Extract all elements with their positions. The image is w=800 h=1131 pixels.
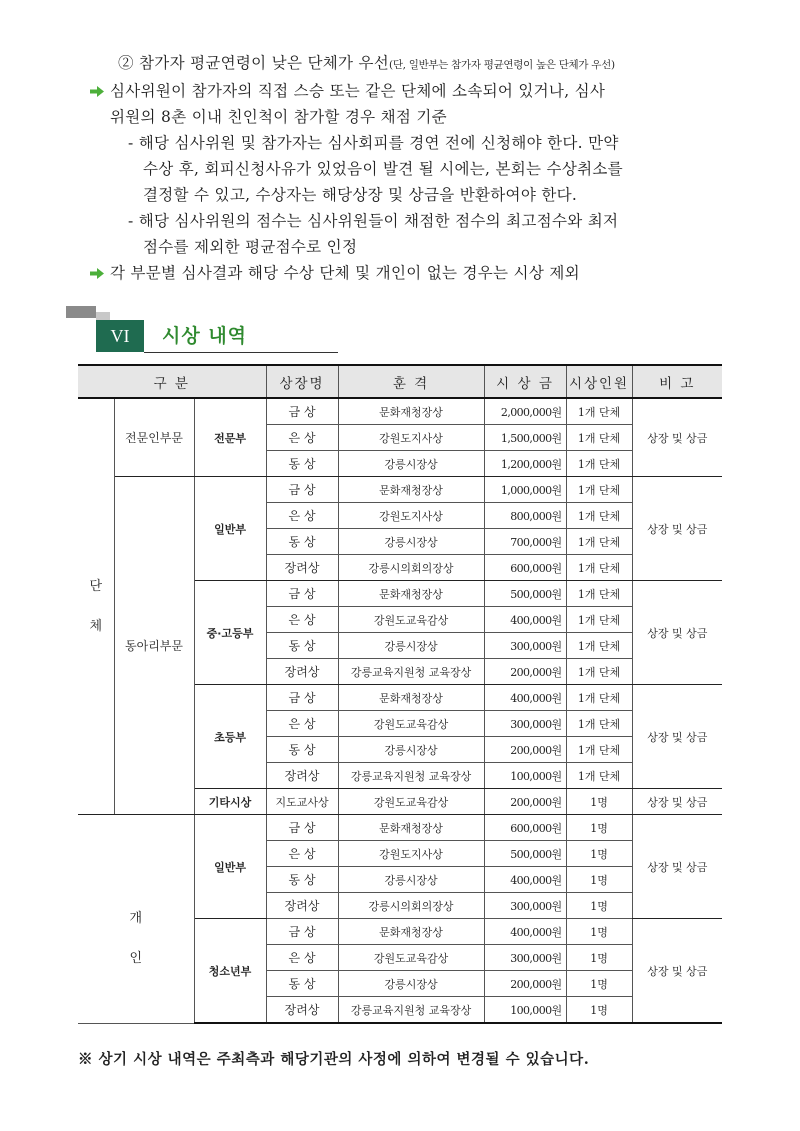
award-name: 은 상	[266, 503, 338, 529]
group-char: 인	[129, 950, 143, 966]
recipients: 1명	[566, 841, 632, 867]
honor: 강릉시의회의장상	[338, 555, 484, 581]
honor: 강원도교육감상	[338, 789, 484, 815]
remark: 상장 및 상금	[632, 789, 722, 815]
award-name: 지도교사상	[266, 789, 338, 815]
prize-amount: 400,000원	[484, 685, 566, 711]
division-other: 기타시상	[194, 789, 266, 815]
award-name: 장려상	[266, 997, 338, 1024]
prize-amount: 500,000원	[484, 841, 566, 867]
recipients: 1명	[566, 815, 632, 841]
bullet-text: 각 부문별 심사결과 해당 수상 단체 및 개인이 없는 경우는 시상 제외	[110, 264, 580, 282]
honor: 강릉시장상	[338, 867, 484, 893]
prize-amount: 300,000원	[484, 893, 566, 919]
bullet-no-winner	[88, 260, 738, 286]
recipients: 1명	[566, 789, 632, 815]
honor: 문화재청장상	[338, 685, 484, 711]
honor: 강릉시장상	[338, 971, 484, 997]
dash-item-1-cont: 수상 후, 회피신청사유가 있었음이 발견 될 시에는, 본회는 수상취소를	[143, 160, 623, 178]
award-name: 동 상	[266, 529, 338, 555]
category-club: 동아리부문	[114, 477, 194, 815]
header-honor: 훈 격	[338, 365, 484, 398]
arrow-bullet-icon	[90, 268, 104, 279]
recipients: 1명	[566, 919, 632, 945]
recipients: 1개 단체	[566, 477, 632, 503]
award-name: 동 상	[266, 451, 338, 477]
award-name: 금 상	[266, 919, 338, 945]
award-name: 은 상	[266, 425, 338, 451]
section-underline	[144, 352, 338, 353]
criteria-item-2	[88, 50, 738, 78]
recipients: 1개 단체	[566, 425, 632, 451]
section-title: 시상 내역	[162, 325, 248, 347]
decor-block	[66, 306, 96, 318]
prize-amount: 700,000원	[484, 529, 566, 555]
honor: 강릉시의회의장상	[338, 893, 484, 919]
prize-amount: 200,000원	[484, 737, 566, 763]
award-name: 은 상	[266, 841, 338, 867]
section-header	[66, 306, 338, 354]
remark: 상장 및 상금	[632, 477, 722, 581]
honor: 강원도교육감상	[338, 711, 484, 737]
award-name: 은 상	[266, 607, 338, 633]
recipients: 1명	[566, 893, 632, 919]
honor: 강원도교육감상	[338, 607, 484, 633]
recipients: 1개 단체	[566, 659, 632, 685]
award-name: 금 상	[266, 581, 338, 607]
prize-amount: 200,000원	[484, 659, 566, 685]
recipients: 1개 단체	[566, 451, 632, 477]
honor: 강릉시장상	[338, 529, 484, 555]
prize-amount: 600,000원	[484, 555, 566, 581]
honor: 문화재청장상	[338, 398, 484, 425]
bullet-text: 심사위원이 참가자의 직접 스승 또는 같은 단체에 소속되어 있거나, 심사	[110, 82, 606, 100]
honor: 문화재청장상	[338, 581, 484, 607]
intro-text	[88, 50, 738, 286]
recipients: 1개 단체	[566, 737, 632, 763]
honor: 강원도지사상	[338, 425, 484, 451]
division-professional: 전문부	[194, 398, 266, 477]
table-row	[78, 477, 722, 503]
prize-amount: 300,000원	[484, 633, 566, 659]
bullet-text-cont: 위원의 8촌 이내 친인척이 참가할 경우 채점 기준	[110, 108, 447, 126]
category-professional: 전문인부문	[114, 398, 194, 477]
honor: 강원도교육감상	[338, 945, 484, 971]
group-organization	[78, 398, 114, 815]
dash-item-2: - 해당 심사위원의 점수는 심사위원들이 채점한 점수의 최고점수와 최저	[128, 212, 619, 230]
group-char: 단	[89, 578, 103, 594]
prize-amount: 400,000원	[484, 607, 566, 633]
award-name: 은 상	[266, 711, 338, 737]
award-name: 동 상	[266, 971, 338, 997]
remark: 상장 및 상금	[632, 685, 722, 789]
table-row	[78, 815, 722, 841]
honor: 강릉시장상	[338, 737, 484, 763]
header-prize-money: 시 상 금	[484, 365, 566, 398]
award-name: 동 상	[266, 737, 338, 763]
award-name: 장려상	[266, 763, 338, 789]
recipients: 1개 단체	[566, 398, 632, 425]
prize-amount: 800,000원	[484, 503, 566, 529]
dash-item-1: - 해당 심사위원 및 참가자는 심사회피를 경연 전에 신청해야 한다. 만약	[128, 134, 619, 152]
recipients: 1개 단체	[566, 685, 632, 711]
remark: 상장 및 상금	[632, 815, 722, 919]
honor: 강원도지사상	[338, 503, 484, 529]
honor: 문화재청장상	[338, 919, 484, 945]
honor: 문화재청장상	[338, 477, 484, 503]
prize-amount: 600,000원	[484, 815, 566, 841]
recipients: 1개 단체	[566, 633, 632, 659]
award-table	[78, 364, 722, 1024]
group-individual	[78, 815, 194, 1024]
table-header-row	[78, 365, 722, 398]
remark: 상장 및 상금	[632, 919, 722, 1024]
prize-amount: 400,000원	[484, 867, 566, 893]
division-general: 일반부	[194, 477, 266, 581]
division-individual-general: 일반부	[194, 815, 266, 919]
header-category: 구 분	[78, 365, 266, 398]
prize-amount: 2,000,000원	[484, 398, 566, 425]
award-name: 장려상	[266, 893, 338, 919]
table-row	[78, 398, 722, 425]
criteria-item-2-note: (단, 일반부는 참가자 평균연령이 높은 단체가 우선)	[389, 59, 615, 71]
honor: 강원도지사상	[338, 841, 484, 867]
prize-amount: 1,200,000원	[484, 451, 566, 477]
prize-amount: 200,000원	[484, 789, 566, 815]
recipients: 1개 단체	[566, 503, 632, 529]
remark: 상장 및 상금	[632, 581, 722, 685]
honor: 강릉교육지원청 교육장상	[338, 659, 484, 685]
division-youth: 청소년부	[194, 919, 266, 1024]
criteria-item-2-text: ② 참가자 평균연령이 낮은 단체가 우선	[118, 54, 390, 72]
honor: 강릉시장상	[338, 451, 484, 477]
prize-amount: 100,000원	[484, 763, 566, 789]
recipients: 1명	[566, 971, 632, 997]
division-middle-high: 중·고등부	[194, 581, 266, 685]
prize-amount: 300,000원	[484, 945, 566, 971]
award-name: 은 상	[266, 945, 338, 971]
recipients: 1개 단체	[566, 763, 632, 789]
honor: 문화재청장상	[338, 815, 484, 841]
prize-amount: 400,000원	[484, 919, 566, 945]
prize-amount: 1,000,000원	[484, 477, 566, 503]
remark: 상장 및 상금	[632, 398, 722, 477]
honor: 강릉시장상	[338, 633, 484, 659]
prize-amount: 1,500,000원	[484, 425, 566, 451]
prize-amount: 500,000원	[484, 581, 566, 607]
recipients: 1개 단체	[566, 555, 632, 581]
award-name: 금 상	[266, 685, 338, 711]
prize-amount: 300,000원	[484, 711, 566, 737]
recipients: 1개 단체	[566, 607, 632, 633]
award-name: 동 상	[266, 867, 338, 893]
bullet-judge-relation	[88, 78, 738, 104]
decor-block	[96, 312, 110, 320]
recipients: 1개 단체	[566, 529, 632, 555]
award-name: 금 상	[266, 477, 338, 503]
recipients: 1명	[566, 945, 632, 971]
recipients: 1개 단체	[566, 581, 632, 607]
group-char: 개	[129, 910, 143, 926]
header-recipients: 시상인원	[566, 365, 632, 398]
division-elementary: 초등부	[194, 685, 266, 789]
award-name: 동 상	[266, 633, 338, 659]
award-name: 금 상	[266, 398, 338, 425]
recipients: 1명	[566, 997, 632, 1024]
group-char: 체	[89, 618, 103, 634]
header-remark: 비 고	[632, 365, 722, 398]
prize-amount: 200,000원	[484, 971, 566, 997]
honor: 강릉교육지원청 교육장상	[338, 763, 484, 789]
section-number: VI	[96, 320, 144, 352]
award-name: 장려상	[266, 555, 338, 581]
prize-amount: 100,000원	[484, 997, 566, 1024]
honor: 강릉교육지원청 교육장상	[338, 997, 484, 1024]
award-name: 금 상	[266, 815, 338, 841]
header-award-name: 상장명	[266, 365, 338, 398]
dash-item-2-cont: 점수를 제외한 평균점수로 인정	[143, 238, 358, 256]
recipients: 1개 단체	[566, 711, 632, 737]
recipients: 1명	[566, 867, 632, 893]
arrow-bullet-icon	[90, 86, 104, 97]
award-name: 장려상	[266, 659, 338, 685]
footnote: ※ 상기 시상 내역은 주최측과 해당기관의 사정에 의하여 변경될 수 있습니다.	[78, 1051, 590, 1068]
dash-item-1-cont: 결정할 수 있고, 수상자는 해당상장 및 상금을 반환하여야 한다.	[143, 186, 578, 204]
